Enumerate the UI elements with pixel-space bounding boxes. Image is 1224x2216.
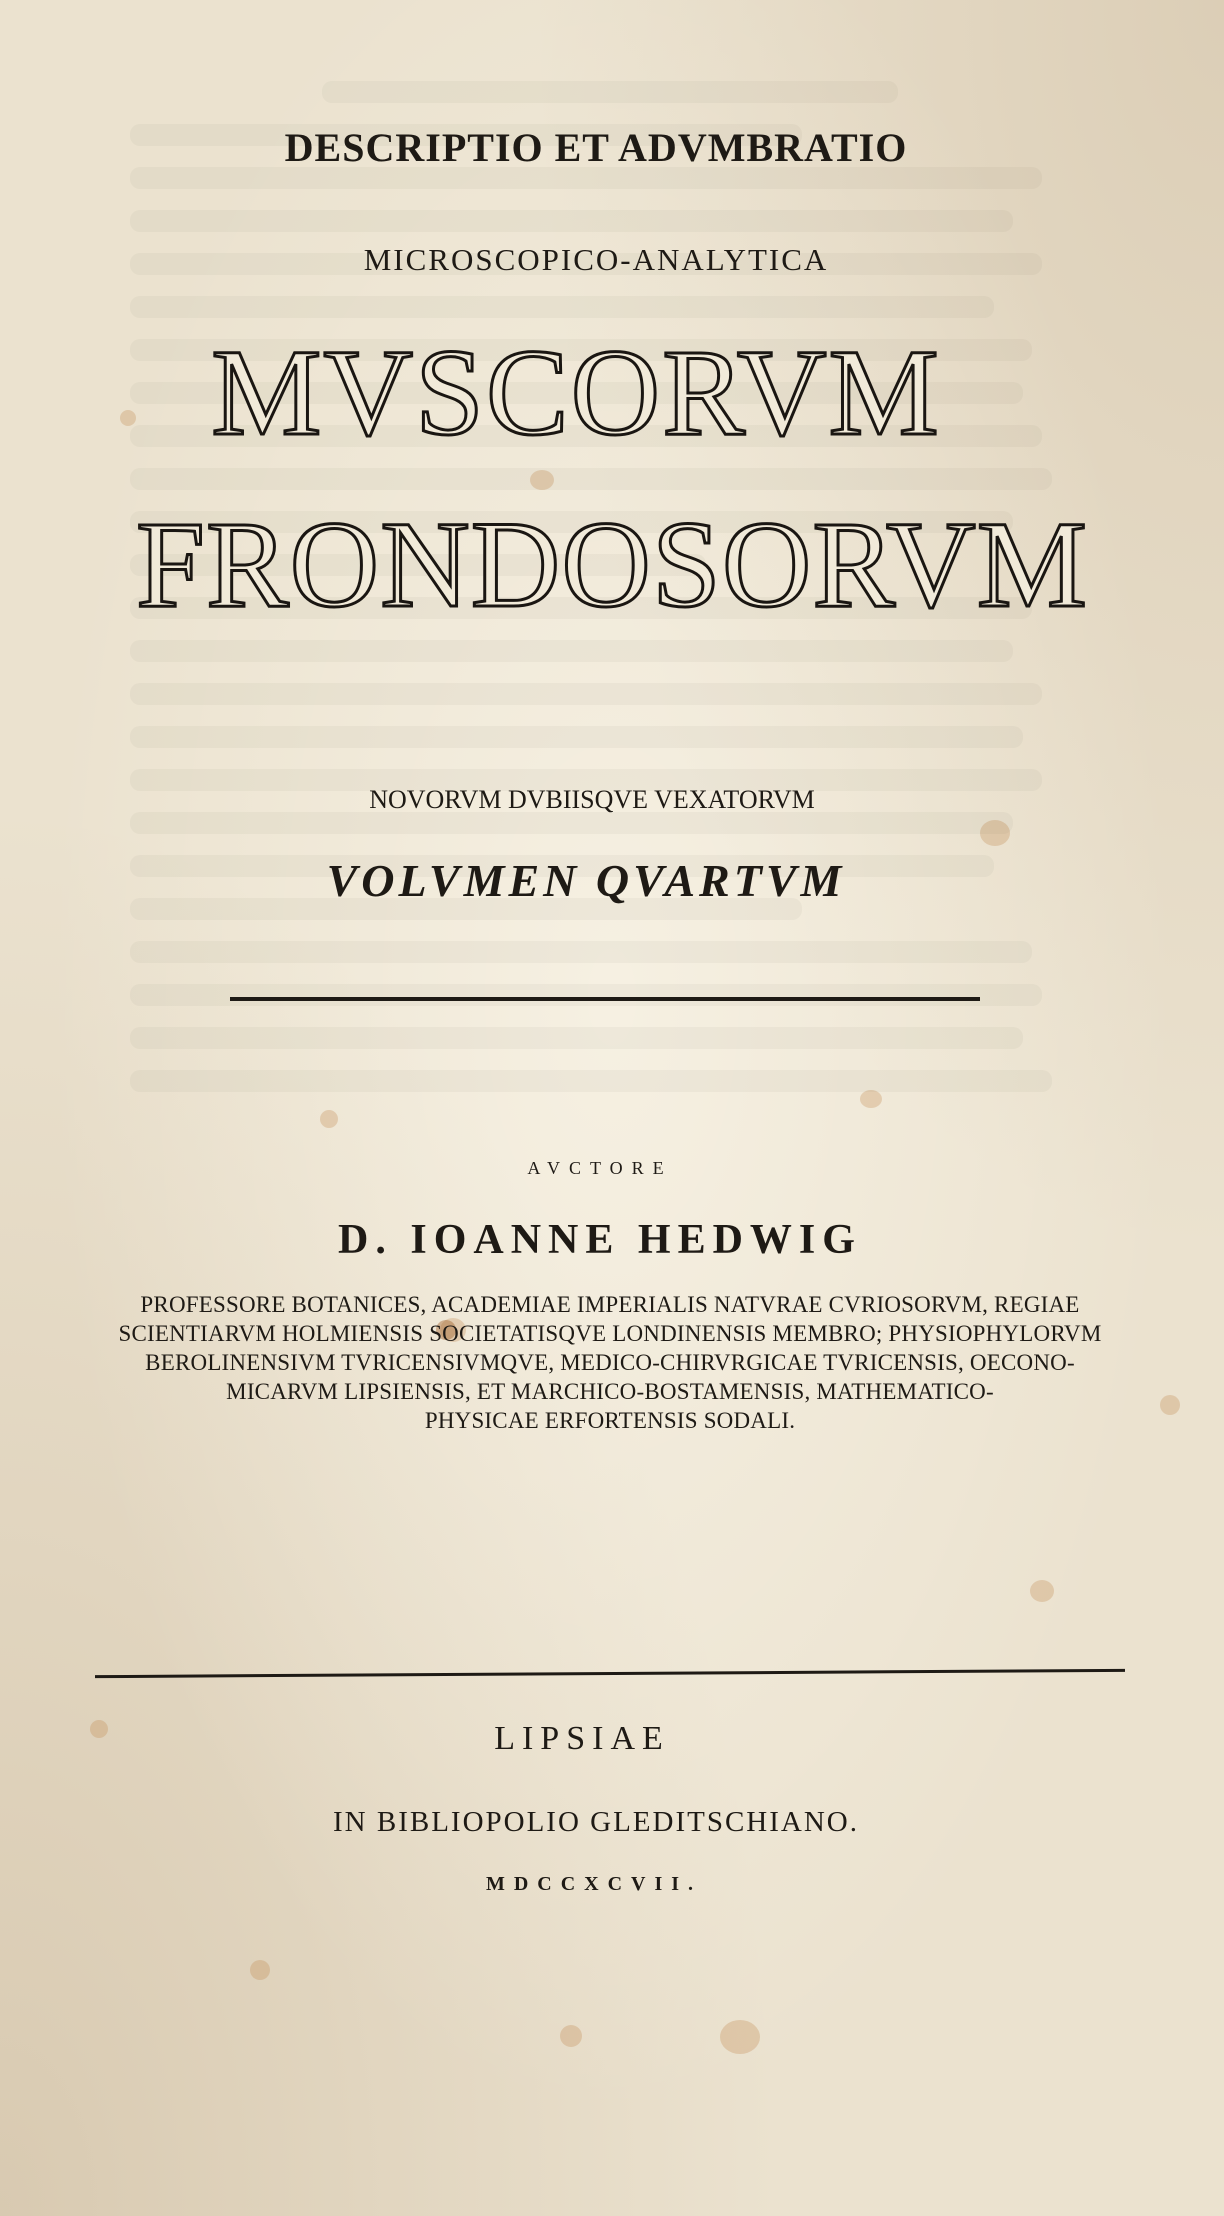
foxing-spot (320, 1110, 338, 1128)
imprint-publisher: IN BIBLIOPOLIO GLEDITSCHIANO. (333, 1806, 859, 1838)
foxing-spot (720, 2020, 760, 2054)
main-title-line-2: FRONDOSORVM (136, 496, 1088, 633)
auctore-label: AVCTORE (527, 1158, 673, 1178)
credentials-line: PROFESSORE BOTANICES, ACADEMIAE IMPERIALIS NATVRAE CVRIOSORVM, REGIAE (140, 1292, 1080, 1317)
imprint-year: MDCCXCVII. (485, 1873, 703, 1895)
volume-label: VOLVMEN QVARTVM (326, 855, 846, 906)
foxing-spot (1160, 1395, 1180, 1415)
foxing-spot (250, 1960, 270, 1980)
foxing-spot (980, 820, 1010, 846)
foxing-spot (1030, 1580, 1054, 1602)
credentials-line: BEROLINENSIVM TVRICENSIVMQVE, MEDICO-CHIRVRGICAE TVRICENSIS, OECONO- (145, 1350, 1075, 1375)
imprint-city: LIPSIAE (494, 1720, 670, 1757)
author-credentials (60, 1290, 1160, 1435)
divider-rule (95, 1669, 1125, 1678)
credentials-line: MICARVM LIPSIENSIS, ET MARCHICO-BOSTAMENSIS, MATHEMATICO- (226, 1379, 994, 1404)
subtitle-microscopico: MICROSCOPICO-ANALYTICA (363, 242, 829, 277)
divider-rule (230, 997, 980, 1001)
subtitle-novorum: NOVORVM DVBIISQVE VEXATORVM (369, 785, 815, 814)
foxing-spot (860, 1090, 882, 1108)
subtitle-descriptio: DESCRIPTIO ET ADVMBRATIO (284, 125, 908, 170)
main-title-line-1: MVSCORVM (211, 324, 941, 461)
author-name: D. IOANNE HEDWIG (338, 1217, 862, 1263)
credentials-line: PHYSICAE ERFORTENSIS SODALI. (424, 1408, 796, 1433)
foxing-spot (530, 470, 554, 490)
credentials-line: SCIENTIARVM HOLMIENSIS SOCIETATISQVE LONDINENSIS MEMBRO; PHYSIOPHYLORVM (118, 1321, 1102, 1346)
foxing-spot (560, 2025, 582, 2047)
